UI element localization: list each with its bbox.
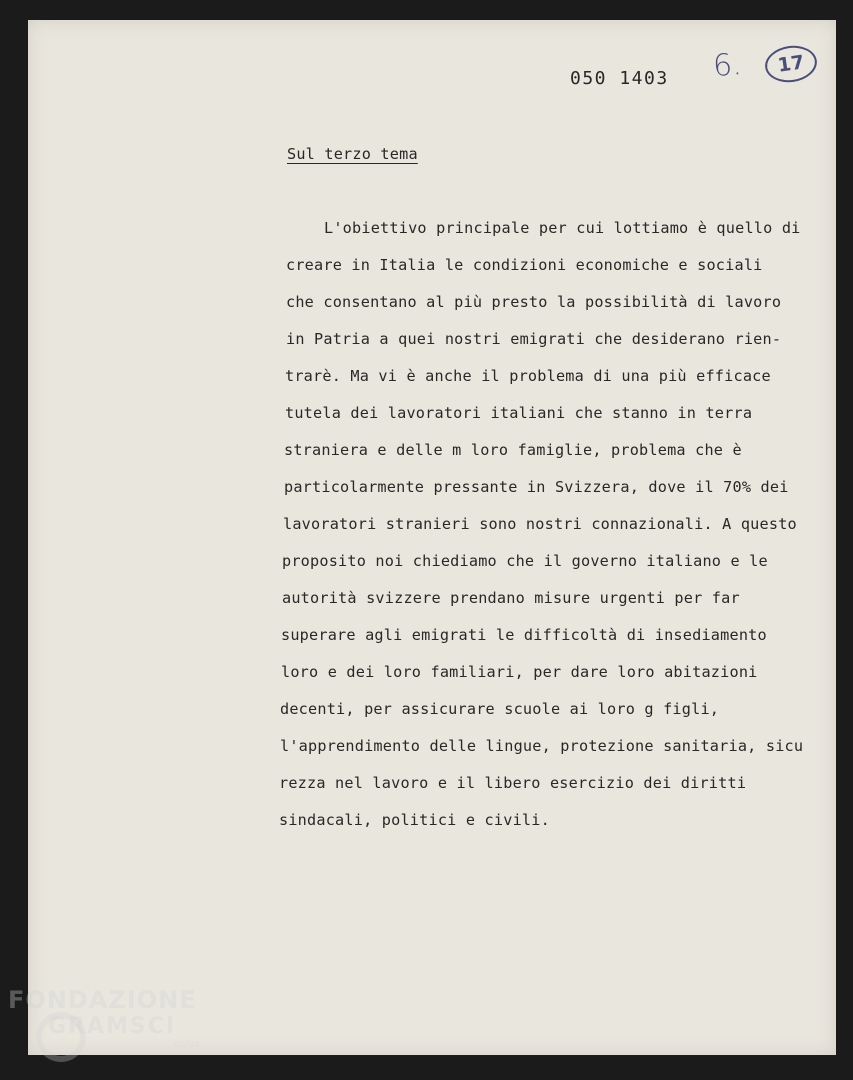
body-line: lavoratori stranieri sono nostri connazionali. A questo (283, 515, 797, 533)
body-line: particolarmente pressante in Svizzera, dove il 70% dei (284, 478, 789, 496)
body-line: proposito noi chiediamo che il governo italiano e le (282, 552, 768, 570)
watermark-line3: onlus (173, 1039, 200, 1050)
body-line: decenti, per assicurare scuole ai loro g figli, (280, 700, 720, 718)
circled-page-number: 17 (763, 43, 820, 86)
body-line: l'apprendimento delle lingue, protezione sanitaria, sicu (280, 737, 804, 755)
body-line: trarè. Ma vi è anche il problema di una più efficace (285, 367, 771, 385)
body-line: autorità svizzere prendano misure urgenti per far (282, 589, 740, 607)
watermark (8, 988, 200, 1050)
document-heading: Sul terzo tema (287, 145, 418, 163)
body-line: sindacali, politici e civili. (279, 811, 550, 829)
body-line: L'obiettivo principale per cui lottiamo è quello di (324, 219, 801, 237)
body-line: creare in Italia le condizioni economiche e sociali (286, 256, 763, 274)
paper-sheet (28, 20, 836, 1055)
watermark-line1: FONDAZIONE (8, 986, 197, 1014)
watermark-line2: GRAMSCI (48, 1014, 177, 1039)
handwritten-page-number: 6. (711, 47, 743, 84)
body-line: loro e dei loro familiari, per dare loro abitazioni (281, 663, 758, 681)
body-line: tutela dei lavoratori italiani che stanno in terra (285, 404, 753, 422)
body-line: straniera e delle m loro famiglie, problema che è (284, 441, 742, 459)
body-line: in Patria a quei nostri emigrati che desiderano rien- (286, 330, 782, 348)
body-line: superare agli emigrati le difficoltà di insediamento (281, 626, 767, 644)
body-line: che consentano al più presto la possibilità di lavoro (286, 293, 782, 311)
body-line: rezza nel lavoro e il libero esercizio dei diritti (279, 774, 747, 792)
archive-number: 050 1403 (570, 68, 669, 89)
